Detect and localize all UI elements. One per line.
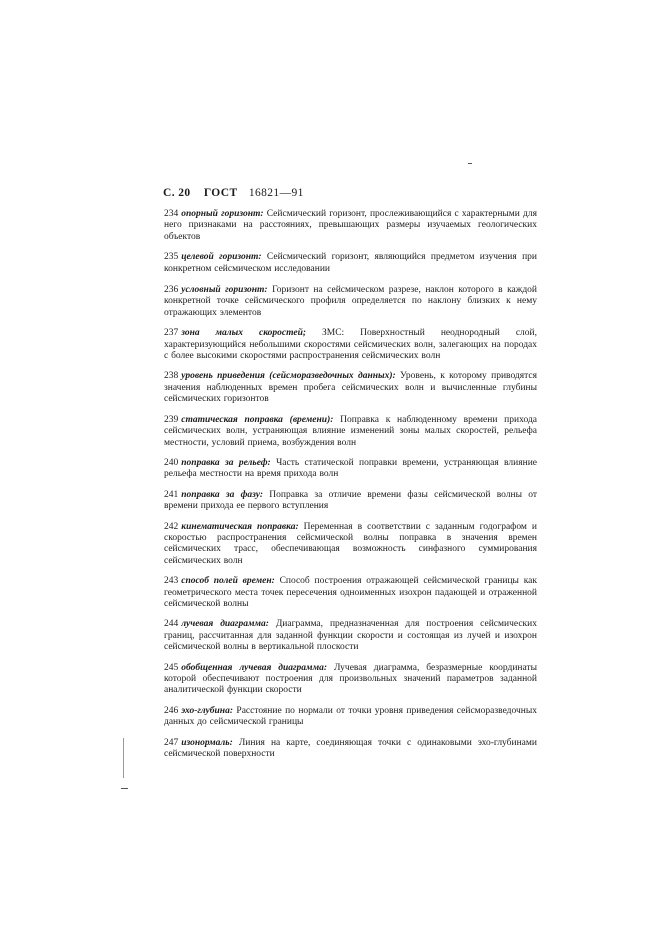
term-entry-235: 235 целевой горизонт: Сейсмический горизонт, являющийся предметом изучения при конкретном сейсмическом исследовании: [164, 252, 537, 274]
term-title: поправка за рельеф:: [181, 457, 271, 468]
term-definition: Сейсмический горизонт, являющийся предметом изучения при конкретном сейсмическом исследовании: [164, 252, 537, 274]
term-entry-237: 237 зона малых скоростей; ЗМС: Поверхностный неоднородный слой, характеризующийся небольшими скоростями сейсмических волн, залегающих на породах с более высокими скоростями распространения сейсмических волн: [164, 328, 537, 362]
term-entry-244: 244 лучевая диаграмма: Диаграмма, предназначенная для построения сейсмических границ, рассчитанная для заданной функции скорости и состоящая из лучей и изохрон сейсмической волны в вертикальной плоскости: [164, 619, 537, 653]
scan-margin-line: [123, 738, 124, 778]
term-definition: Лучевая диаграмма, безразмерные координаты которой обеспечивают построения для произвольных значений параметров заданной аналитической функции скорости: [164, 662, 538, 696]
terms-list: [164, 209, 537, 760]
term-title: опорный горизонт:: [181, 209, 264, 219]
page-header: [163, 187, 304, 199]
term-title: статическая поправка (времени):: [181, 414, 334, 425]
term-entry-247: 247 изонормаль: Линия на карте, соединяющая точки с одинаковыми эхо-глубинами сейсмической поверхности: [164, 737, 537, 760]
term-entry-241: 241 поправка за фазу: Поправка за отличие времени фазы сейсмической волны от времени прихода ее первого вступления: [164, 489, 538, 512]
term-title: способ полей времен:: [181, 576, 275, 587]
term-definition: Горизонт на сейсмическом разрезе, наклон которого в каждой конкретной точке сейсмического профиля определяется по наклону близких к нему отражающих элементов: [164, 285, 538, 318]
term-title: поправка за фазу:: [181, 489, 264, 500]
term-entry-245: 245 обобщенная лучевая диаграмма: Лучевая диаграмма, безразмерные координаты которой обеспечивают построения для произвольных значений параметров заданной аналитической функции скорости: [164, 662, 538, 696]
term-entry-239: 239 статическая поправка (времени): Поправка к наблюденному времени прихода сейсмических волн, устраняющая влияние изменений зоны малых скоростей, рельефа местности, условий приема, возбуждения волн: [164, 414, 538, 448]
term-definition: Поправка к наблюденному времени прихода сейсмических волн, устраняющая влияние изменений зоны малых скоростей, рельефа местности, условий приема, возбуждения волн: [164, 414, 538, 448]
term-entry-242: 242 кинематическая поправка: Переменная в соответствии с заданным годографом и скоростью распространения сейсмической волны поправка в значения времен сейсмических трасс, обеспечивающая возможность синфазного суммирования сейсмических волн: [164, 521, 537, 566]
term-entry-236: 236 условный горизонт: Горизонт на сейсмическом разрезе, наклон которого в каждой конкретной точке сейсмического профиля определяется по наклону близких к нему отражающих элементов: [164, 285, 538, 318]
term-title: обобщенная лучевая диаграмма:: [181, 662, 327, 673]
term-definition: Уровень, к которому приводятся значения наблюденных времен пробега сейсмических волн и вычисленные глубины сейсмических горизонтов: [164, 371, 537, 405]
term-entry-240: 240 поправка за рельеф: Часть статической поправки времени, устраняющая влияние рельефа местности на время прихода волн: [164, 457, 537, 480]
term-definition: Диаграмма, предназначенная для построения сейсмических границ, рассчитанная для заданной функции скорости и состоящая из лучей и изохрон сейсмической волны в вертикальной плоскости: [164, 619, 537, 653]
term-title: эхо-глубина:: [181, 705, 233, 716]
term-title: кинематическая поправка:: [181, 521, 299, 532]
term-title: зона малых скоростей;: [181, 328, 307, 339]
page-number: С. 20: [163, 187, 191, 199]
term-entry-243: 243 способ полей времен: Способ построения отражающей сейсмической границы как геометрического места точек пересечения одноименных изохрон падающей и отраженной сейсмической волны: [164, 576, 537, 609]
term-definition: Линия на карте, соединяющая точки с одинаковыми эхо-глубинами сейсмической поверхности: [164, 737, 537, 760]
term-entry-246: 246 эхо-глубина: Расстояние по нормали от точки уровня приведения сейсморазведочных данных до сейсмической границы: [164, 705, 537, 728]
term-entry-238: 238 уровень приведения (сейсморазведочных данных): Уровень, к которому приводятся значения наблюденных времен пробега сейсмических волн и вычисленные глубины сейсмических горизонтов: [164, 371, 537, 405]
term-definition: Способ построения отражающей сейсмической границы как геометрического места точек пересечения одноименных изохрон падающей и отраженной сейсмической волны: [164, 576, 537, 609]
term-title: уровень приведения (сейсморазведочных данных):: [181, 371, 396, 382]
term-definition: ЗМС: Поверхностный неоднородный слой, характеризующийся небольшими скоростями сейсмических волн, залегающих на породах с более высокими скоростями распространения сейсмических волн: [164, 328, 537, 362]
term-definition: Часть статической поправки времени, устраняющая влияние рельефа местности на время прихода волн: [164, 457, 537, 480]
term-definition: Расстояние по нормали от точки уровня приведения сейсморазведочных данных до сейсмической границы: [164, 705, 537, 728]
term-title: лучевая диаграмма:: [181, 619, 269, 630]
term-definition: Переменная в соответствии с заданным годографом и скоростью распространения сейсмической волны поправка в значения времен сейсмических трасс, обеспечивающая возможность синфазного суммирования сейсмических волн: [164, 521, 537, 566]
term-title: условный горизонт:: [181, 285, 268, 296]
scan-margin-tick: [121, 788, 128, 789]
term-definition: Сейсмический горизонт, прослеживающийся с характерными для него признаками на расстояниях, превышающих размеры изучаемых геологических объектов: [164, 209, 537, 242]
term-entry-234: 234 опорный горизонт: Сейсмический горизонт, прослеживающийся с характерными для него признаками на расстояниях, превышающих размеры изучаемых геологических объектов: [164, 209, 537, 242]
standard-label: ГОСТ: [203, 187, 238, 199]
speck-mark: [468, 163, 472, 164]
term-title: изонормаль:: [181, 737, 233, 748]
standard-number: 16821—91: [248, 187, 304, 199]
term-title: целевой горизонт:: [181, 252, 262, 263]
term-definition: Поправка за отличие времени фазы сейсмической волны от времени прихода ее первого вступления: [164, 489, 538, 512]
